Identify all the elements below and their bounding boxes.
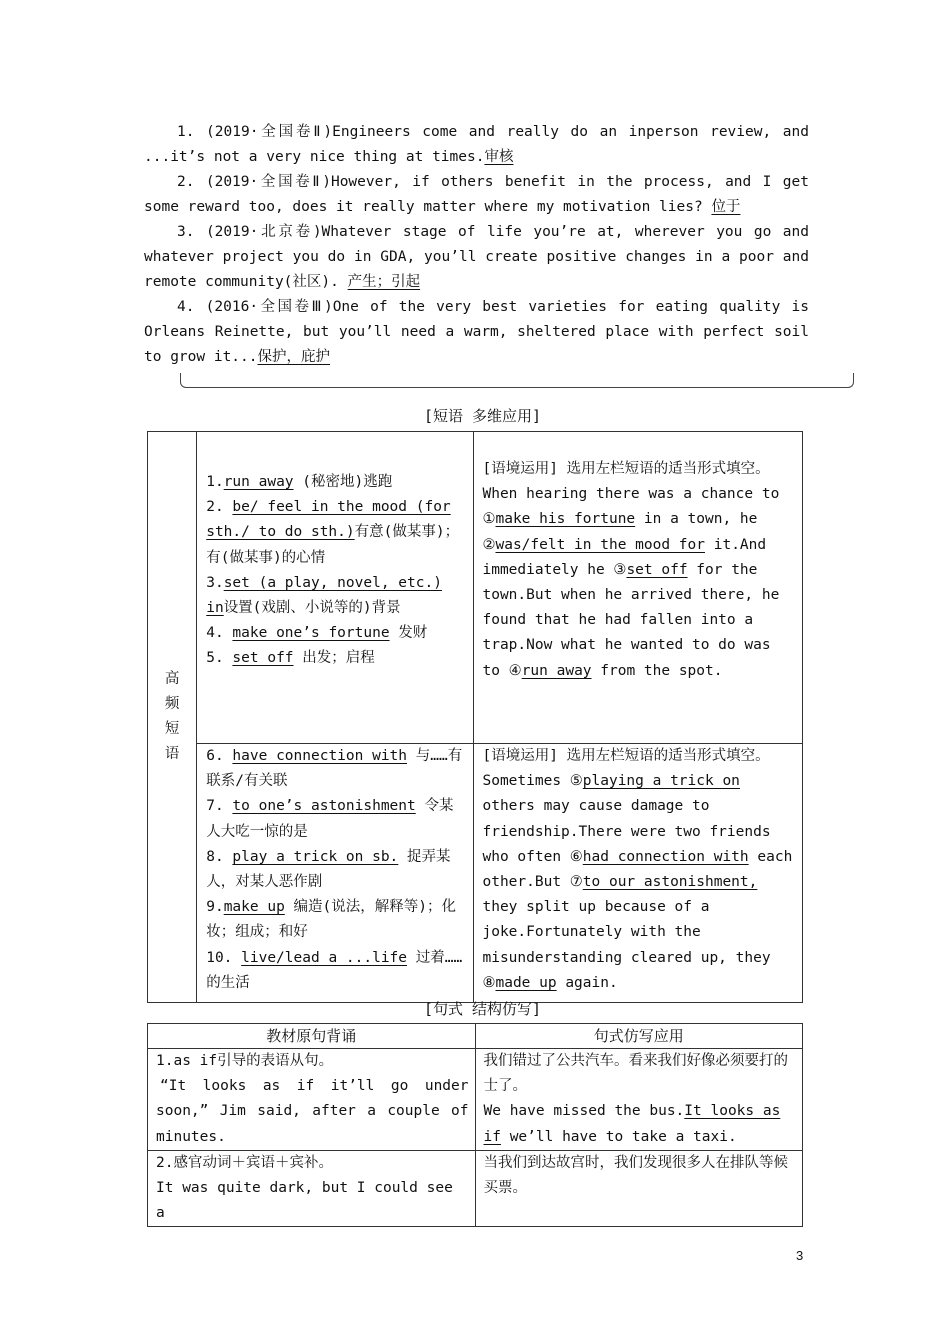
phrase-text: run away [223,474,294,490]
exercise-answer: make his fortune [495,511,636,528]
example-answer: 保护，庇护 [257,349,330,365]
sentence-header-left: 教材原句背诵 [148,1024,476,1049]
page-number: 3 [796,1248,804,1263]
exercise-answer: had connection with [582,848,749,865]
sentence-row-2-right [475,1150,803,1227]
phrases-label-char: 频 [164,696,180,713]
phrase-text: make up [223,899,285,916]
phrase-meaning: 令某人大吃一惊的是 [206,798,454,840]
exercise-segment: ② [482,536,496,553]
phrase-num: 6. [206,748,233,764]
phrase-item [206,744,465,794]
exercise-text [482,769,794,996]
exercise-answer: run away [521,662,592,679]
phrase-num: 3. [206,574,224,591]
example-answer: 审核 [484,149,514,165]
phrases-label-char: 高 [164,671,180,688]
phrase-item [206,845,465,895]
exercise-segment: in a town, he [635,511,758,528]
phrase-num: 1. [206,474,224,490]
sentence-row-1-right [475,1049,803,1151]
phrase-item [206,571,465,621]
sentence-row-2-left [148,1150,476,1227]
phrase-meaning: 有意(做某事)；有(做某事)的心情 [206,524,460,566]
phrase-item [206,646,465,671]
sentence-row-2-text: It was quite dark, but I could see a [156,1180,453,1222]
exercise-segment: each other.But ⑦ [482,848,793,891]
phrase-num: 4. [206,625,233,642]
phrase-item [206,621,465,646]
exercise-segment: When hearing there was a chance to [482,486,780,503]
phrase-num: 9. [206,899,224,916]
phrase-meaning: 捉弄某人，对某人恶作剧 [206,848,451,891]
phrase-item [206,794,465,844]
exercise-text [482,482,794,684]
phrases-exercise-2 [474,744,803,1003]
phrase-num: 10. [206,949,242,966]
exercise-segment: from the spot. [591,662,723,679]
phrase-meaning: 与……有联系/有关联 [206,748,463,790]
sentence-table [147,1023,803,1227]
exercise-segment: Sometimes ⑤ [482,773,583,790]
phrase-meaning: (秘密地)逃跑 [293,474,393,490]
phrase-text: set off [232,650,294,667]
phrases-label-char: 短 [164,721,180,738]
phrase-item [206,895,465,945]
sentence-row-2-title: 2.感官动词＋宾语＋宾补。 [156,1154,333,1171]
example-text: 2. (2019·全国卷Ⅱ)However, if others benefit in the process, and I get some reward too, does it really matter where my motivation lies? [144,174,809,215]
phrase-text: make one’s fortune [232,625,390,642]
exercise-segment: they split up because of a joke.Fortunately with the misunderstanding cleared up, they ⑧ [482,899,771,991]
example-item [144,170,809,220]
sentence-row-1-cn: 我们错过了公共汽车。看来我们好像必须要打的士了。 [483,1053,788,1095]
phrase-text: have connection with [232,748,408,764]
phrase-text: live/lead a ...life [241,949,408,966]
phrases-table [147,431,803,1003]
phrase-item [206,495,465,571]
phrases-exercise-1 [474,432,803,744]
phrases-section-title: [短语 多维应用] [424,407,542,425]
exercise-segment: again. [556,974,618,991]
example-text: 4. (2016·全国卷Ⅲ)One of the very best varieties for eating quality is Orleans Reinette, but you’ll need a warm, sheltered place with perfect soil to grow it... [144,299,809,365]
exercise-segment: it.And immediately he ③ [482,536,767,578]
exercise-segment: for the town.But when he arrived there, he found that he had fallen into a trap.Now what he wanted to do was to ④ [482,561,780,679]
phrases-label [148,432,197,1003]
phrase-meaning: 过着……的生活 [206,949,463,991]
phrase-num: 2. [206,499,233,516]
exercise-answer: set off [626,561,688,578]
exercise-segment: others may cause damage to friendship.There were two friends who often ⑥ [482,798,771,865]
sentence-header-right: 句式仿写应用 [475,1024,803,1049]
phrases-label-char: 语 [164,746,180,763]
sentence-row-1-pre: We have missed the bus. [483,1103,685,1120]
sentence-row-1-title: 1.as if引导的表语从句。 [156,1053,334,1069]
sentence-row-1-answer: It looks as if [483,1103,781,1145]
phrase-num: 5. [206,650,233,667]
example-answer: 产生；引起 [347,274,421,290]
exercise-answer: to our astonishment, [582,874,758,891]
example-sentences [144,120,809,370]
exercise-answer: was/felt in the mood for [495,536,705,553]
phrase-text: to one’s astonishment [232,798,416,815]
phrase-meaning: 设置(戏剧、小说等的)背景 [223,600,401,617]
sentence-row-1-text: “It looks as if it’ll go under soon,” Jim said, after a couple of minutes. [156,1078,469,1145]
section-brace [180,373,854,388]
phrase-item [206,470,465,495]
table-row [148,1150,803,1227]
example-item [144,295,809,370]
exercise-heading: [语境运用] 选用左栏短语的适当形式填空。 [482,461,770,477]
phrase-text: set (a play, novel, etc.) in [206,574,442,617]
sentence-row-1-post: we’ll have to take a taxi. [500,1128,737,1145]
sentence-row-2-cn: 当我们到达故宫时，我们发现很多人在排队等候买票。 [483,1154,788,1197]
table-row [148,1049,803,1151]
exercise-segment: ① [482,511,496,528]
phrase-meaning: 发财 [389,625,428,642]
example-text: 3. (2019·北京卷)Whatever stage of life you’re at, wherever you go and whatever project you do in GDA, you’ll create positive changes in a poor and remote community(社区). [144,224,809,290]
example-item [144,120,809,170]
sentence-row-1-left [148,1049,476,1151]
sentence-section-title: [句式 结构仿写] [424,1000,542,1018]
phrase-item [206,946,465,996]
exercise-answer: made up [495,974,557,991]
phrases-list-2 [197,744,474,1003]
phrase-num: 7. [206,798,233,815]
example-answer: 位于 [711,199,741,215]
phrase-num: 8. [206,848,233,865]
exercise-heading: [语境运用] 选用左栏短语的适当形式填空。 [482,748,770,764]
phrase-text: play a trick on sb. [232,848,399,865]
phrase-text: be/ feel in the mood (for sth./ to do sth.) [206,499,451,541]
phrases-list-1 [197,432,474,744]
phrase-meaning: 出发；启程 [293,650,375,667]
example-item [144,220,809,295]
exercise-answer: playing a trick on [582,773,740,790]
example-text: 1. (2019·全国卷Ⅱ)Engineers come and really do an inperson review, and ...it’s not a very nice thing at times. [144,124,809,165]
phrase-meaning: 编造(说法，解释等)；化妆；组成；和好 [206,899,456,941]
